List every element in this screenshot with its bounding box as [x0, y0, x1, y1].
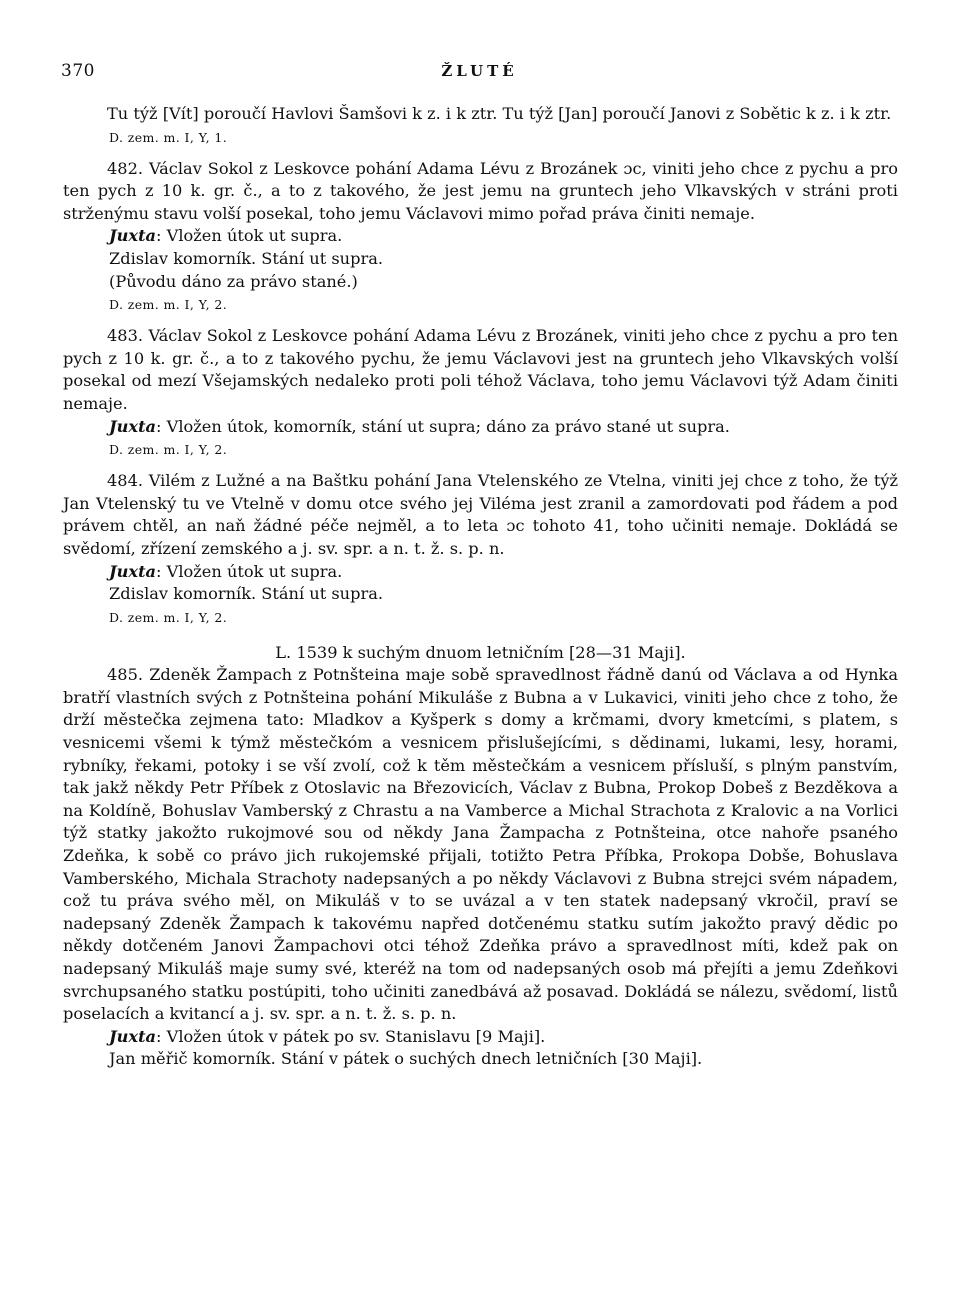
- juxta-label: Juxta: [109, 416, 157, 436]
- juxta-label: Juxta: [109, 226, 157, 246]
- entry-485: [63, 664, 898, 1071]
- entry-text: 485. Zdeněk Žampach z Potnšteina maje sobě spravedlnost řádně danú od Václava a od Hynka bratří vlastních svých z Potnšteina pohání Mikuláše z Bubna a v Lukavici, viniti jeho chce z toho, že drží městečka zejmena tato: Mladkov a Kyšperk s domy a krčmami, dvory kmetcími, s platem, s vesnicemi všemi k týmž městečkóm a vesnicem přislušejícími, s dědinami, lukami, lesy, horami, rybníky, řekami, potoky i se vší zvolí, což k těm městečkám a vesnicem přísluší, s plným panstvím, tak jakž někdy Petr Příbek z Otoslavic na Březovicích, Václav z Bubna, Prokop Dobeš z Bezděkova a na Koldíně, Bohuslav Vamberský z Chrastu a na Vamberce a Michal Strachota z Kralovic a na Vorlici týž statky jakožto rukojmové sou od někdy Jana Žampacha z Potnšteina, otce nahoře psaného Zdeňka, k sobě co právo jich rukojemské přijali, totižto Petra Příbka, Prokopa Dobše, Bohuslava Vamberského, Michala Strachoty nadepsaných a po někdy Václavovi z Bubna strejci svém nápadem, což tu práva svého měl, on Mikuláš v to se uvázal a v ten statek nadepsaný vkročil, praví se nadepsaný Zdeněk Žampach k takovému napřed dotčenému statku sutím jakožto pravý dědic po někdy dotčeném Janovi Žampachovi otci téhož Zdeňka právo a spravedlnost míti, kdež pak on nadepsaný Mikuláš maje sumy své, kteréž na tom od nadepsaných osob má přejíti a jemu Zdeňkovi svrchupsaného statku postúpiti, toho učiniti zanedbává až posavad. Dokládá se nálezu, svědomí, listů poselacích a kvitancí a j. sv. spr. a n. t. ž. s. p. n.: [63, 665, 898, 1024]
- entry-484: [63, 470, 898, 628]
- juxta-text: : Vložen útok, komorník, stání ut supra; dáno za právo stané ut supra.: [156, 416, 730, 436]
- juxta-text: : Vložen útok ut supra.: [156, 226, 343, 246]
- juxta-note: [109, 416, 898, 439]
- page-header: [61, 60, 898, 84]
- entry-text: 484. Vilém z Lužné a na Baštku pohání Jana Vtelenského ze Vtelna, viniti jej chce z toho, že týž Jan Vtelenský tu ve Vtelně v domu otce svého jej Viléma jest zranil a zamordovati pod řádem a pod právem chtěl, an naň žádné péče nejměl, a to leta ɔc tohoto 41, toho učiniti nemaje. Dokládá se svědomí, zřízení zemského a j. sv. spr. a n. t. ž. s. p. n.: [63, 471, 898, 558]
- juxta-label: Juxta: [109, 1026, 157, 1046]
- juxta-label: Juxta: [109, 561, 157, 581]
- juxta-note: [109, 561, 898, 584]
- juxta-note: [109, 1026, 898, 1049]
- entry-text: 482. Václav Sokol z Leskovce pohání Adama Lévu z Brozánek ɔc, viniti jeho chce z pychu a pro ten pych z 10 k. gr. č., a to z takového, že jest jemu na gruntech jeho Vlkavských v stráni proti strženýmu stavu volší posekal, toho jemu Václavovi mimo pořad práva činiti nemaje.: [63, 158, 898, 223]
- section-heading: L. 1539 k suchým dnuom letničním [28—31 Maji].: [275, 642, 686, 662]
- note-line: (Původu dáno za právo stané.): [109, 271, 358, 291]
- entry-482: [63, 158, 898, 316]
- juxta-text: : Vložen útok ut supra.: [156, 561, 343, 581]
- entry-483: [63, 325, 898, 460]
- source-reference: D. zem. m. I, Y, 1.: [109, 129, 228, 145]
- source-reference: D. zem. m. I, Y, 2.: [109, 609, 228, 625]
- note-line: Zdislav komorník. Stání ut supra.: [109, 248, 384, 268]
- entry: [63, 103, 898, 148]
- juxta-note: [109, 225, 898, 248]
- page-body: [63, 103, 898, 1071]
- entry-text: 483. Václav Sokol z Leskovce pohání Adama Lévu z Brozánek, viniti jeho chce z pychu a pro ten pych z 10 k. gr. č., a to z takového pychu, že jemu Václavovi jest na gruntech jeho Vlkavských volší posekal od mezí Všejamských nedaleko proti poli téhož Václava, toho jemu Václavovi týž Adam činiti nemaje.: [63, 326, 898, 413]
- running-head: ŽLUTÉ: [441, 62, 518, 80]
- note-line: Jan měřič komorník. Stání v pátek o suchých dnech letničních [30 Maji].: [109, 1049, 703, 1069]
- juxta-text: : Vložen útok v pátek po sv. Stanislavu [9 Maji].: [156, 1026, 546, 1046]
- page-number: 370: [61, 61, 95, 81]
- note-line: Zdislav komorník. Stání ut supra.: [109, 584, 384, 604]
- source-reference: D. zem. m. I, Y, 2.: [109, 297, 228, 313]
- entry-text: Tu týž [Vít] poroučí Havlovi Šamšovi k z. i k ztr. Tu týž [Jan] poroučí Janovi z Sobětic k z. i k ztr.: [107, 104, 892, 123]
- source-reference: D. zem. m. I, Y, 2.: [109, 442, 228, 458]
